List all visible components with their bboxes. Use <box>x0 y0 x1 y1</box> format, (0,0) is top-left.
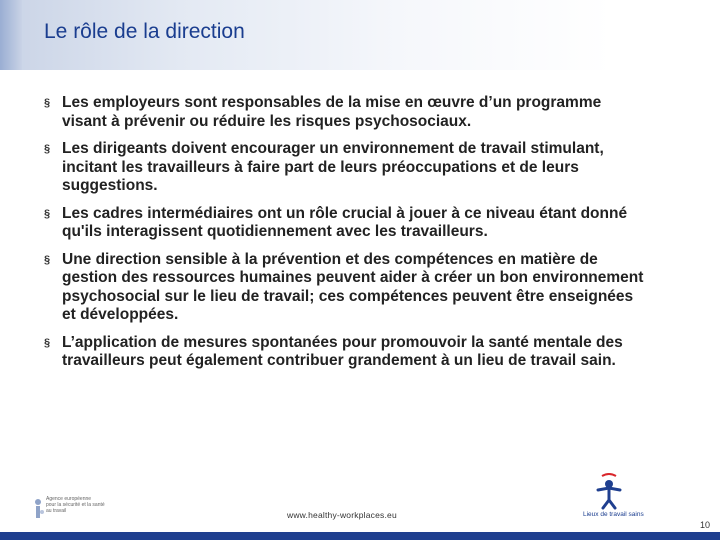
bullet-text: Les dirigeants doivent encourager un environnement de travail stimulant, incitant les travailleurs à faire part de leurs préoccupations et de leurs suggestions. <box>62 140 604 194</box>
bullet-text: Les employeurs sont responsables de la mise en œuvre d’un programme visant à prévenir ou réduire les risques psychosociaux. <box>62 94 602 130</box>
bullet-text: L’application de mesures spontanées pour promouvoir la santé mentale des travailleurs peut également contribuer grandement à un lieu de travail sain. <box>62 333 623 369</box>
page-number: 10 <box>699 520 710 530</box>
slide-title: Le rôle de la direction <box>44 20 245 43</box>
agency-name-line: au travail <box>46 508 67 514</box>
bullet-item <box>44 334 644 371</box>
header-accent <box>0 0 22 70</box>
bottom-bar <box>0 532 720 540</box>
campaign-name: Lieux de travail sains <box>583 511 644 518</box>
bullet-item <box>44 251 644 325</box>
bullet-marker: § <box>44 253 51 266</box>
bullet-marker: § <box>44 97 51 109</box>
agency-name-line: Agence européenne <box>46 496 92 502</box>
bullet-list <box>44 94 644 380</box>
bullet-item <box>44 94 644 131</box>
bullet-marker: § <box>44 207 51 220</box>
bullet-text: Une direction sensible à la prévention et des compétences en matière de gestion des ressources humaines peuvent aider à créer un bon environnement psychosocial sur le lieu de travail; ces compétences peuvent être enseignées et développées. <box>62 250 644 323</box>
agency-name-line: pour la sécurité et la santé <box>46 502 105 508</box>
bullet-marker: § <box>44 336 51 349</box>
bullet-text: Les cadres intermédiaires ont un rôle crucial à jouer à ce niveau étant donné qu'ils interagissent quotidiennement avec les travailleurs. <box>62 204 628 240</box>
bullet-marker: § <box>44 143 51 155</box>
footer-url[interactable]: www.healthy-workplaces.eu <box>287 510 397 520</box>
bullet-item <box>44 205 644 242</box>
bullet-item <box>44 140 644 196</box>
agency-name <box>46 496 116 514</box>
